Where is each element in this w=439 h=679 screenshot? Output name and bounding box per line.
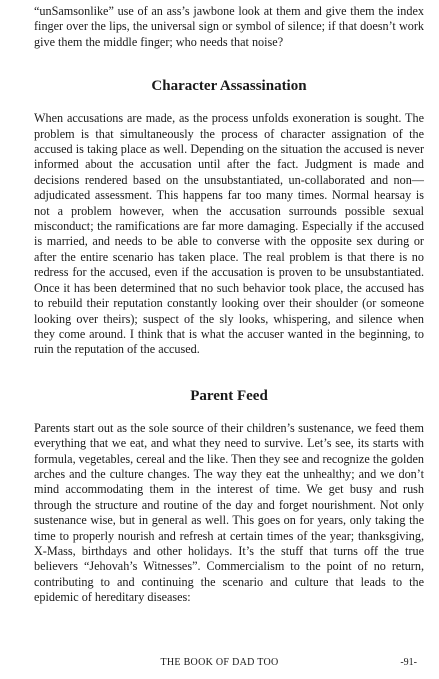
parent-feed-paragraph: Parents start out as the sole source of their children’s sustenance, we feed them everything that we eat, and what they need to survive. Let’s see, its starts with formula, vegetables, cereal and the like. Then they see and recognize the golden arches and the culture changes. The way they eat the unhealthy; and we don’t mind accommodating them in the interest of time. We get busy and rush through the structure and routine of the day and forget nourishment. Not only sustenance wise, but in general as well. This goes on for years, only taking the time to properly nourish and refresh at certain times of the year; thanksgiving, X-Mass, birthdays and other holidays. It’s the stuff that turns off the true believers “Jehovah’s Witnesses”. Commercialism to the point of no return, contributing to and continuing the scenario and culture that leads to the epidemic of hereditary diseases: (34, 420, 424, 605)
section-heading-parent-feed: Parent Feed (190, 387, 268, 404)
page-body (34, 4, 424, 606)
section-heading-character-assassination: Character Assassination (151, 78, 307, 95)
character-assassination-paragraph: When accusations are made, as the process unfolds exoneration is sought. The problem is that simultaneously the process of character assignation of the accused is taking place as well. Depending on the situation the accused is never informed about the accusation until after the fact. Judgment is made and decisions rendered based on the unsubstantiated, un-collaborated and non—adjudicated assessment. This happens far too many times. Normal hearsay is not a problem however, when the accusation surrounds possible sexual misconduct; the ramifications are far more damaging. Especially if the accused is married, and needs to be able to converse with the opposite sex during or after the entire scenario has taken place. The real problem is that there is no redress for the accused, even if the accusation is proven to be unsubstantiated. Once it has been determined that no such behavior took place, the accused has to rebuild their reputation constantly looking over their shoulder (or someone looking over theirs); suspect of the sly looks, whispering, and silence when they come around. I think that is what the accuser wanted in the beginning, to ruin the reputation of the accused. (34, 111, 424, 357)
footer-book-title: THE BOOK OF DAD TOO (160, 657, 279, 668)
footer-page-number: -91- (400, 657, 417, 668)
page-footer (0, 657, 439, 673)
intro-paragraph: “unSamsonlike” use of an ass’s jawbone look at them and give them the index finger over the lips, the universal sign or symbol of silence; if that doesn’t work give them the middle finger; who needs that noise? (34, 4, 424, 49)
